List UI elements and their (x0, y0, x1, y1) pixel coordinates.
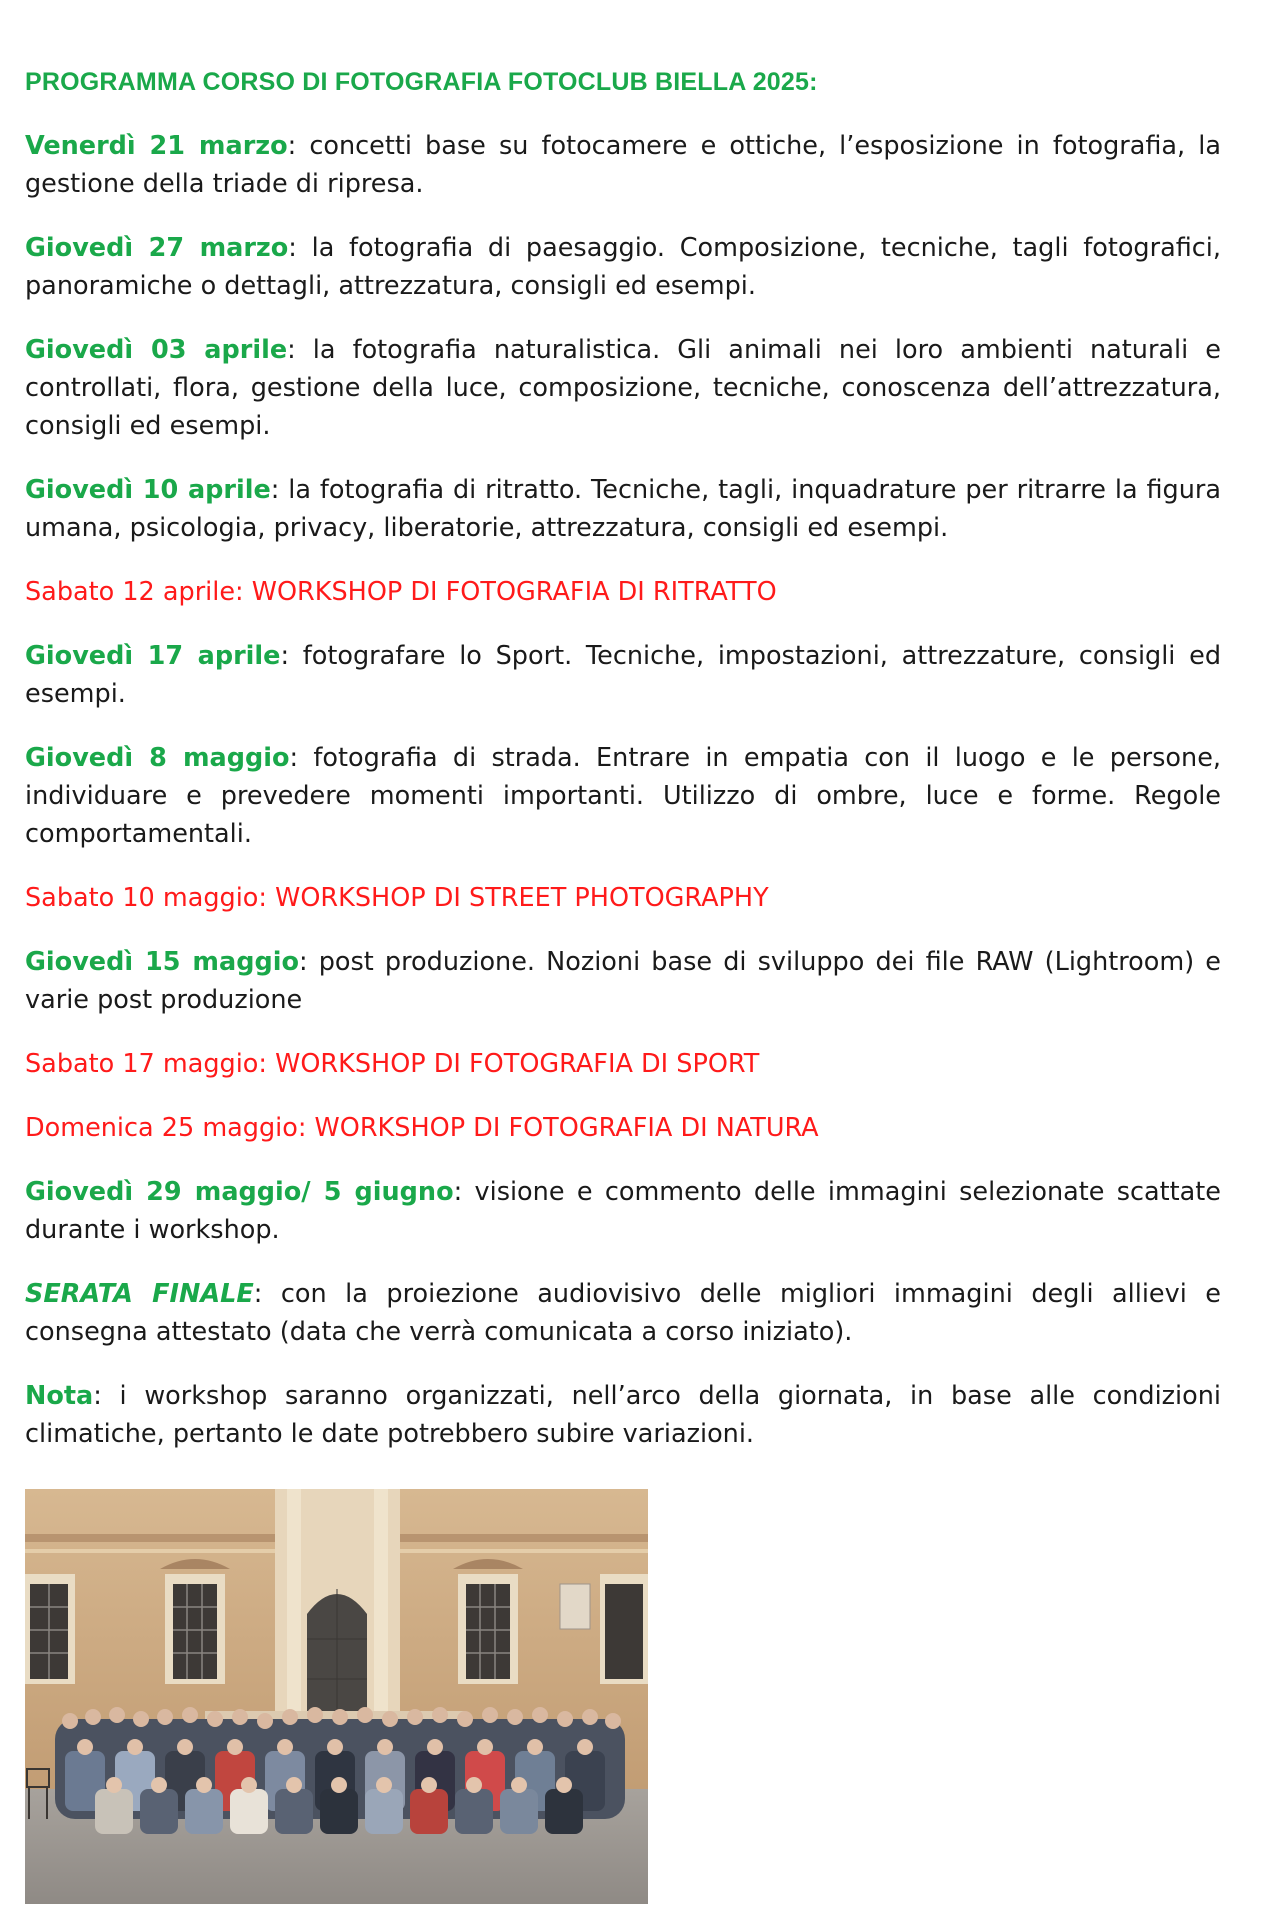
lesson-entry (25, 943, 1221, 1019)
lesson-date: Giovedì 15 maggio (25, 947, 299, 977)
group-photo (25, 1489, 648, 1904)
lesson-date: Giovedì 17 aprile (25, 641, 281, 671)
note-entry (25, 1377, 1221, 1453)
note-label: Nota (25, 1381, 94, 1411)
lesson-text: : fotografare lo Sport. Tecniche, impostazioni, attrezzature, consigli ed esempi. (25, 641, 1222, 709)
lesson-date: Giovedì 29 maggio/ 5 giugno (25, 1177, 454, 1207)
lesson-date: Venerdì 21 marzo (25, 131, 288, 161)
lesson-entry (25, 1173, 1221, 1249)
lesson-text: : visione e commento delle immagini selezionate scattate durante i workshop. (25, 1177, 1221, 1245)
workshop-entry: Domenica 25 maggio: WORKSHOP DI FOTOGRAFIA DI NATURA (25, 1113, 819, 1143)
lesson-text: : concetti base su fotocamere e ottiche, l’esposizione in fotografia, la gestione della triade di ripresa. (25, 131, 1221, 199)
lesson-entry (25, 127, 1221, 203)
lesson-text: : post produzione. Nozioni base di sviluppo dei file RAW (Lightroom) e varie post produzione (25, 947, 1221, 1015)
workshop-entry: Sabato 17 maggio: WORKSHOP DI FOTOGRAFIA DI SPORT (25, 1049, 760, 1079)
lesson-text: : la fotografia naturalistica. Gli animali nei loro ambienti naturali e controllati, flora, gestione della luce, composizione, tecniche, conoscenza dell’attrezzatura, consigli ed esempi. (25, 335, 1221, 441)
lesson-text: : la fotografia di ritratto. Tecniche, tagli, inquadrature per ritrarre la figura umana, psicologia, privacy, liberatorie, attrezzatura, consigli ed esempi. (25, 475, 1222, 543)
program-document (25, 68, 1221, 1479)
lesson-entry (25, 229, 1221, 305)
lesson-entry (25, 331, 1221, 445)
lesson-entry (25, 637, 1221, 713)
program-title: PROGRAMMA CORSO DI FOTOGRAFIA FOTOCLUB BIELLA 2025: (25, 68, 818, 96)
lesson-entry (25, 739, 1221, 853)
lesson-entry (25, 471, 1221, 547)
workshop-entry: Sabato 12 aprile: WORKSHOP DI FOTOGRAFIA DI RITRATTO (25, 577, 777, 607)
final-evening-entry (25, 1275, 1221, 1351)
lesson-text: : la fotografia di paesaggio. Composizione, tecniche, tagli fotografici, panoramiche o dettagli, attrezzatura, consigli ed esempi. (25, 233, 1221, 301)
final-evening-label: SERATA FINALE (25, 1279, 254, 1309)
final-evening-text: : con la proiezione audiovisivo delle migliori immagini degli allievi e consegna attestato (data che verrà comunicata a corso iniziato). (25, 1279, 1221, 1347)
lesson-date: Giovedì 8 maggio (25, 743, 290, 773)
workshop-entry: Sabato 10 maggio: WORKSHOP DI STREET PHOTOGRAPHY (25, 883, 769, 913)
lesson-date: Giovedì 03 aprile (25, 335, 288, 365)
lesson-date: Giovedì 27 marzo (25, 233, 289, 263)
lesson-date: Giovedì 10 aprile (25, 475, 271, 505)
lesson-text: : fotografia di strada. Entrare in empatia con il luogo e le persone, individuare e prevedere momenti importanti. Utilizzo di ombre, luce e forme. Regole comportamentali. (25, 743, 1221, 849)
note-text: : i workshop saranno organizzati, nell’arco della giornata, in base alle condizioni climatiche, pertanto le date potrebbero subire variazioni. (25, 1381, 1221, 1449)
